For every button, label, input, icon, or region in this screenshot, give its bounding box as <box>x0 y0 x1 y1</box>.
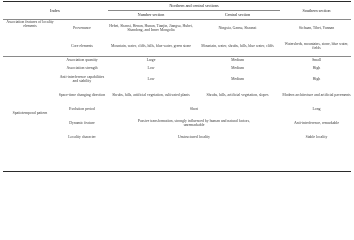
cell-southern: Small <box>312 58 321 63</box>
cell-central: Medium <box>231 66 244 71</box>
row-index-locality-character: Locality character <box>68 135 96 140</box>
row-index-provenance: Provenance <box>73 26 91 31</box>
cell-central: Medium <box>231 58 244 63</box>
cell-central: Medium <box>231 77 244 82</box>
cell-central: Ningxia, Gansu, Shaanxi <box>218 26 257 31</box>
cell-number-central: Short <box>189 106 199 111</box>
cell-southern: Modern architecture and artificial pavements <box>282 93 351 98</box>
row-index-space-time-direction: Space-time changing direction <box>58 93 106 98</box>
row-index-core-elements: Core elements <box>71 44 93 49</box>
cell-southern: High <box>312 66 321 71</box>
cell-southern: Anti-interference, remarkable <box>293 121 340 126</box>
header-southern: Southern section <box>302 7 331 13</box>
row-index-association-strength: Association strength <box>66 66 98 71</box>
row-index-dynamic-feature: Dynamic feature <box>69 121 95 126</box>
cell-number: Low <box>147 77 155 82</box>
cell-number-central: Unstructured locality <box>177 135 211 140</box>
category-association: Association features of locality elements <box>6 20 54 28</box>
cell-central: Shrubs, hills, artificial vegetation, slopes <box>206 93 269 98</box>
row-index-anti-interference: Anti-interference capabilities and stability <box>59 75 105 83</box>
row-index-evolution-period: Evolution period <box>69 106 95 111</box>
header-index: Index <box>50 7 60 13</box>
cell-number: Large <box>146 58 156 63</box>
category-spatiotemporal: Spatiotemporal pattern <box>12 110 48 115</box>
header-northern-central: Northern and central sections <box>169 2 219 8</box>
cell-southern: Sichuan, Tibet, Yunnan <box>298 26 335 31</box>
cell-number: Mountain, water, cliffs, hills, blue water, green stone <box>111 44 191 49</box>
cell-southern: Stable locality <box>305 135 328 140</box>
cell-southern: Long <box>312 106 321 111</box>
row-index-association-quantity: Association quantity <box>66 58 98 63</box>
header-number-section: Number section <box>137 11 165 17</box>
cell-number: Hebei, Shanxi, Henan, Hunan, Tianjin, Jiangsu, Hubei, Shandong, and Inner Mongolia <box>109 24 193 32</box>
bottom-rule <box>3 171 351 172</box>
cell-southern: High <box>312 77 321 82</box>
cell-number: Shrubs, hills, artificial vegetation, cultivated plants <box>112 93 190 98</box>
cell-number: Low <box>147 66 155 71</box>
cell-southern: Watersheds, mountains, stone, blue water, fields <box>284 42 349 50</box>
cell-number-central: Passive transformation, strongly influenced by human and natural factors, unremarkable <box>137 119 251 127</box>
header-central-section: Central section <box>224 11 251 17</box>
cell-central: Mountain, water, shrubs, hills, blue water, cliffs <box>201 44 274 49</box>
